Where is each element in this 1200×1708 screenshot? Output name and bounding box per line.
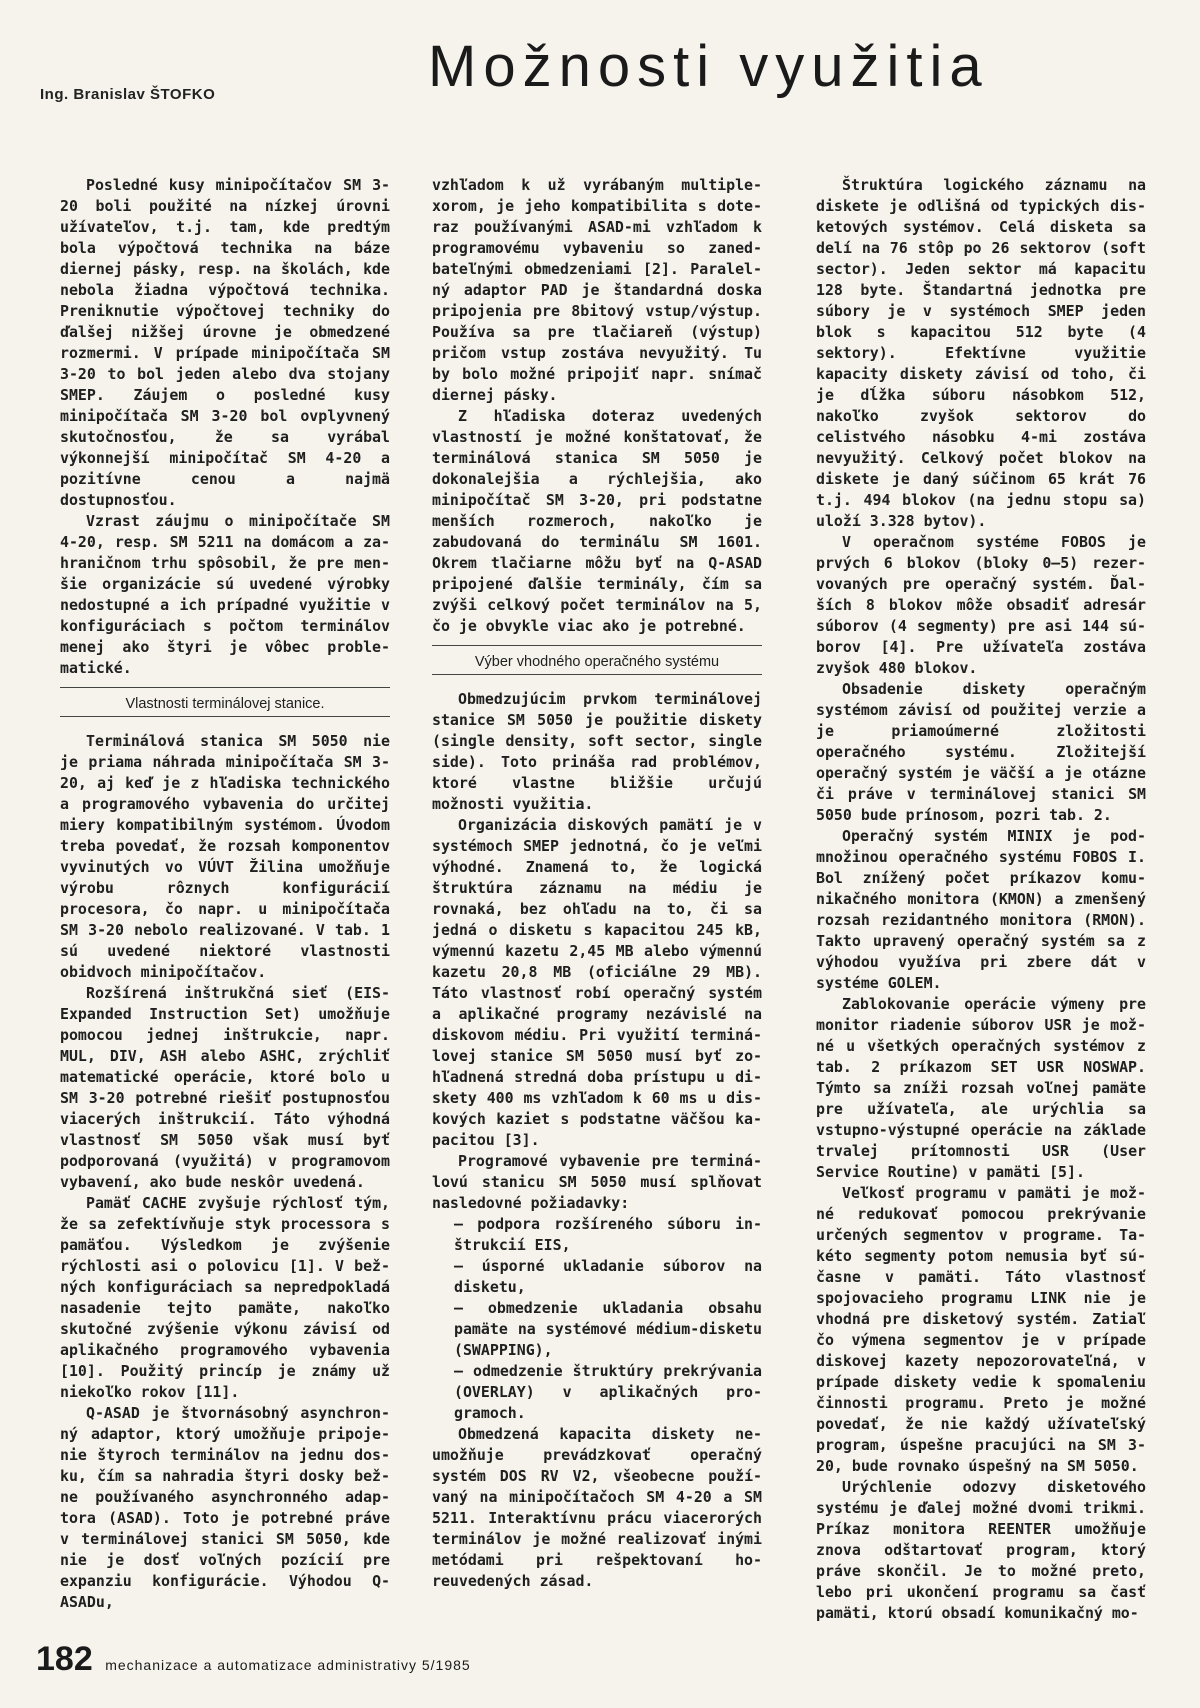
paragraph: Q-ASAD je štvornásobný asynchronný adaptor, ktorý umožňuje pripojenie štyroch terminálov na jednu dosku, čím sa nahradia štyri dosky bežne používaného asynchronného adaptora (ASAD). Toto je potrebné práve v terminálovej stanici SM 5050, kde nie je dosť voľných pozícií pre expanziu konfigurácie. Výhodou Q-ASADu, xyxy=(60,1404,390,1611)
list-item: — obmedzenie ukladania obsahu pamäte na systémové médium-disketu (SWAPPING), xyxy=(454,1299,762,1359)
text-column-3 xyxy=(816,175,1146,1624)
text-column-1 xyxy=(60,175,390,1613)
paragraph: V operačnom systéme FOBOS je prvých 6 blokov (bloky 0—5) rezervovaných pre operačný systém. Ďalších 8 blokov môže obsadiť adresár súborov (4 segmenty) pre asi 144 súborov [4]. Pre užívateľa zostáva zvyšok 480 blokov. xyxy=(816,533,1146,677)
paragraph: Programové vybavenie pre terminálovú stanicu SM 5050 musí splňovat nasledovné požiadavky: xyxy=(432,1152,762,1212)
paragraph: Vzrast záujmu o minipočítače SM 4-20, resp. SM 5211 na domácom a zahraničnom trhu spôsobil, že pre menšie organizácie sú uvedené výrobky nedostupné a ich prípadné využitie v konfiguráciach s počtom terminálov menej ako štyri je vôbec problematické. xyxy=(60,512,390,677)
paragraph: Organizácia diskových pamätí je v systémoch SMEP jednotná, čo je veľmi výhodné. Znamená to, že logická štruktúra záznamu na médiu je rovnaká, bez ohľadu na to, či sa jedná o disketu s kapacitou 245 kB, výmennú kazetu 2,45 MB alebo výmennú kazetu 20,8 MB (oficiálne 29 MB). Táto vlastnosť robí operačný systém a aplikačné programy nezávislé na diskovom médiu. Pri využití terminálovej stanice SM 5050 musí byť zohľadnená stredná doba prístupu u diskety 400 ms vzhľadom k 60 ms u diskových kaziet s podstatne väčšou kapacitou [3]. xyxy=(432,816,762,1149)
list-item: — úsporné ukladanie súborov na disketu, xyxy=(454,1257,762,1296)
paragraph: Urýchlenie odozvy disketového systému je ďalej možné dvomi trikmi. Príkaz monitora REENTER umožňuje znova odštartovať program, ktorý práve skončil. Je to možné preto, lebo pri ukončení programu sa časť pamäti, ktorú obsadí komunikačný mo- xyxy=(816,1478,1146,1622)
author-name: Ing. Branislav ŠTOFKO xyxy=(40,86,216,103)
paragraph: Zablokovanie operácie výmeny pre monitor riadenie súborov USR je možné u všetkých operačných systémov z tab. 2 príkazom SET USR NOSWAP. Týmto sa zníži rozsah voľnej pamäte pre užívateľa, ale urýchlia sa vstupno-výstupné operácie na základe trvalej prítomnosti USR (User Service Routine) v pamäti [5]. xyxy=(816,995,1146,1181)
paragraph: Posledné kusy minipočítačov SM 3-20 boli použité na nízkej úrovni užívateľov, t.j. tam, kde predtým bola výpočtová technika na báze diernej pásky, resp. na školách, kde nebola žiadna výpočtová technika. Preniknutie výpočtovej techniky do ďalšej nižšej úrovne je obmedzené rozmermi. V prípade minipočítača SM 3-20 to bol jeden alebo dva stojany SMEP. Záujem o posledné kusy minipočítača SM 3-20 bol ovplyvnený skutočnosťou, že sa vyrábal výkonnejší minipočítač SM 4-20 a pozitívne cenou a najmä dostupnosťou. xyxy=(60,176,390,509)
paragraph: Pamäť CACHE zvyšuje rýchlosť tým, že sa zefektívňuje styk processora s pamäťou. Výsledkom je zvýšenie rýchlosti asi o polovicu [1]. V bežných konfiguráciach sa nepredpokladá nasadenie tejto pamäte, nakoľko skutočné zvýšenie výkonu závisí od aplikačného programového vybavenia [10]. Použitý princíp je známy už niekoľko rokov [11]. xyxy=(60,1194,390,1401)
page-footer xyxy=(36,1640,471,1679)
journal-name: mechanizace a automatizace administrativy 5/1985 xyxy=(105,1657,471,1673)
paragraph: Veľkosť programu v pamäti je možné redukovať pomocou prekrývanie určených segmentov v programe. Takéto segmenty potom nemusia byť súčasne v pamäti. Táto vlastnosť spojovacieho programu LINK nie je vhodná pre disketový systém. Zatiaľ čo výmena segmentov je v prípade diskovej kazety nepozorovateľná, v prípade diskety vedie k spomaleniu činnosti programu. Preto je možné povedať, že nie každý užívateľský program, úspešne pracujúci na SM 3-20, bude rovnako úspešný na SM 5050. xyxy=(816,1184,1146,1475)
section-heading: Výber vhodného operačného systému xyxy=(432,645,762,675)
page-number: 182 xyxy=(36,1640,93,1678)
paragraph: Obsadenie diskety operačným systémom závisí od použitej verzie a je priamoúmerné zložitosti operačného systému. Zložitejší operačný systém je väčší a je otázne či práve v terminálovej stanici SM 5050 bude prínosom, pozri tab. 2. xyxy=(816,680,1146,824)
list-item: — podpora rozšíreného súboru inštrukcií EIS, xyxy=(454,1215,762,1254)
paragraph: Terminálová stanica SM 5050 nie je priama náhrada minipočítača SM 3-20, aj keď je z hľadiska technického a programového vybavenia do určitej miery kompatibilným systémom. Úvodom treba povedať, že rozsah komponentov vyvinutých vo VÚVT Žilina umožňuje výrobu rôznych konfigurácií procesora, čo napr. u minipočítača SM 3-20 nebolo realizované. V tab. 1 sú uvedené niektoré vlastnosti obidvoch minipočítačov. xyxy=(60,732,390,981)
list-item: — odmedzenie štruktúry prekrývania (OVERLAY) v aplikačných programoch. xyxy=(454,1362,762,1422)
article-title: Možnosti využitia xyxy=(428,34,989,99)
paragraph: Z hľadiska doteraz uvedených vlastností je možné konštatovať, že terminálová stanica SM 5050 je dokonalejšia a rýchlejšia, ako minipočítač SM 3-20, pri podstatne menších rozmeroch, nakoľko je zabudovaná do terminálu SM 1601. Okrem tlačiarne môžu byť na Q-ASAD pripojené ďalšie terminály, čím sa zvýši celkový počet terminálov na 5, čo je obvykle viac ako je potrebné. xyxy=(432,407,762,635)
paragraph: Rozšírená inštrukčná sieť (EIS-Expanded Instruction Set) umožňuje pomocou jednej inštrukcie, napr. MUL, DIV, ASH alebo ASHC, zrýchliť matematické operácie, ktoré bolo u SM 3-20 potrebné riešiť postupnosťou viacerých inštrukcií. Táto výhodná vlastnosť SM 5050 však musí byť podporovaná (využitá) v programovom vybavení, ako bude neskôr uvedená. xyxy=(60,984,390,1191)
text-column-2 xyxy=(432,175,762,1592)
paragraph: Štruktúra logického záznamu na diskete je odlišná od typických disketových systémov. Celá disketa sa delí na 76 stôp po 26 sektorov (soft sector). Jeden sektor má kapacitu 128 byte. Štandartná jednotka pre súbory je v systémoch SMEP jeden blok s kapacitou 512 byte (4 sektory). Efektívne využitie kapacity diskety závisí od toho, či je dĺžka súboru násobkom 512, nakoľko zvyšok sektorov do celistvého násobku 4-mi zostáva nevyužitý. Celkový počet blokov na diskete je daný súčinom 65 krát 76 t.j. 494 blokov (na jednu stopu sa) uloží 3.328 bytov). xyxy=(816,176,1146,530)
paragraph: vzhľadom k už vyrábaným multiplexorom, je jeho kompatibilita s doteraz používanými ASAD-mi vzhľadom k programovému vybaveniu so zanedbateľnými obmedzeniami [2]. Paralelný adaptor PAD je štandardná doska pripojenia pre 8bitový vstup/výstup. Používa sa pre tlačiareň (výstup) pričom vstup zostáva nevyužitý. Tu by bolo možné pripojiť napr. snímač diernej pásky. xyxy=(432,176,762,404)
paragraph: Obmedzujúcim prvkom terminálovej stanice SM 5050 je použitie diskety (single density, soft sector, single side). Toto prináša rad problémov, ktoré vlastne bližšie určujú možnosti využitia. xyxy=(432,690,762,813)
section-heading: Vlastnosti terminálovej stanice. xyxy=(60,687,390,717)
paragraph: Obmedzená kapacita diskety neumožňuje prevádzkovať operačný systém DOS RV V2, všeobecne používaný na minipočítačoch SM 4-20 a SM 5211. Interaktívnu prácu viacerorých terminálov je možné realizovať inými metódami pri rešpektovaní horeuvedených zásad. xyxy=(432,1425,762,1590)
paragraph: Operačný systém MINIX je podmnožinou operačného systému FOBOS I. Bol znížený počet príkazov komunikačného monitora (KMON) a zmenšený rozsah rezidantného monitora (RMON). Takto upravený operačný systém sa z výhodou využíva pri zbere dát v systéme GOLEM. xyxy=(816,827,1146,992)
